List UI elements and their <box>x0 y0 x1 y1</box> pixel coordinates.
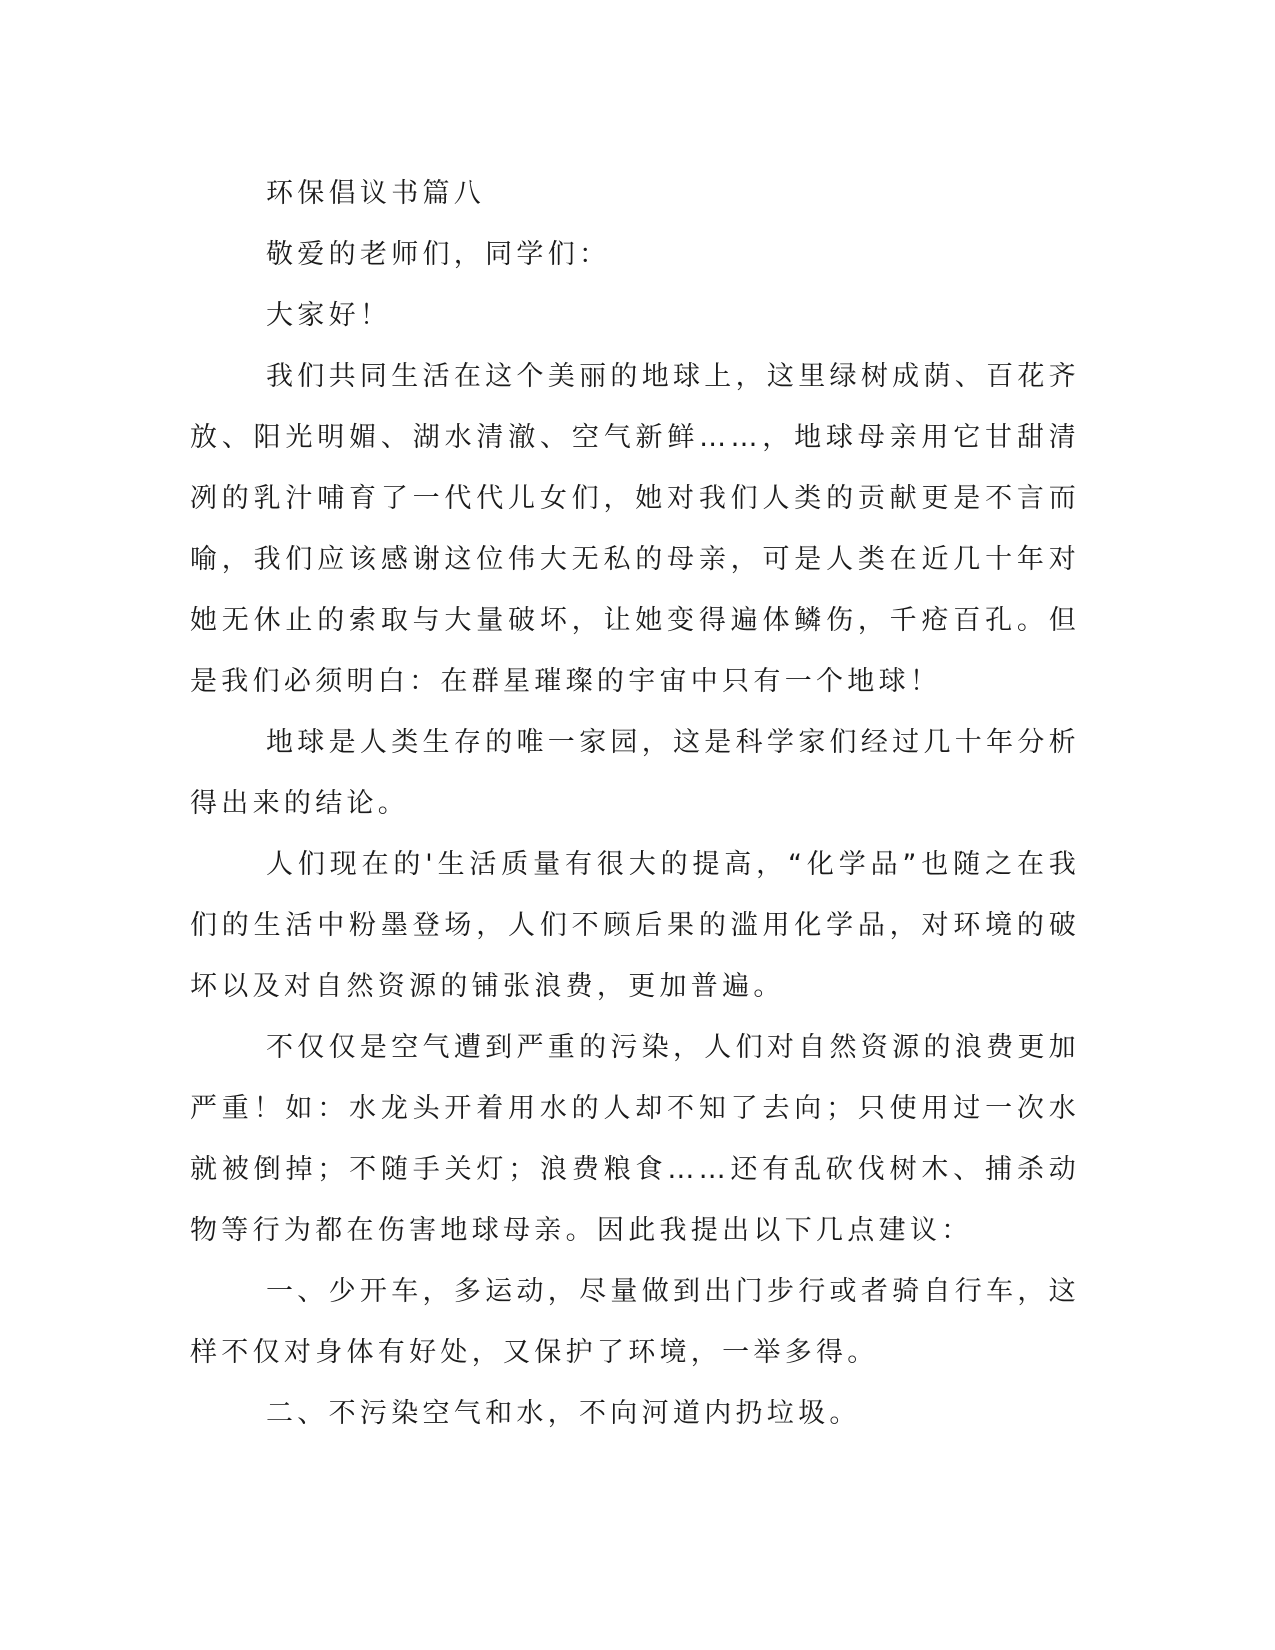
body-paragraph: 人们现在的'生活质量有很大的提高，“化学品”也随之在我们的生活中粉墨登场，人们不顾后果的滥用化学品，对环境的破坏以及对自然资源的铺张浪费，更加普遍。 <box>190 849 1080 1002</box>
suggestion-item: 二、不污染空气和水，不向河道内扔垃圾。 <box>266 1398 861 1429</box>
body-paragraph: 不仅仅是空气遭到严重的污染，人们对自然资源的浪费更加严重！如：水龙头开着用水的人却不知了去向；只使用过一次水就被倒掉；不随手关灯；浪费粮食……还有乱砍伐树木、捕杀动物等行为都在伤害地球母亲。因此我提出以下几点建议： <box>190 1032 1080 1246</box>
document-body <box>190 163 1080 1444</box>
body-paragraph: 地球是人类生存的唯一家园，这是科学家们经过几十年分析得出来的结论。 <box>190 727 1080 819</box>
salutation: 敬爱的老师们，同学们： <box>266 239 611 270</box>
document-title: 环保倡议书篇八 <box>266 178 486 209</box>
greeting: 大家好！ <box>266 300 392 331</box>
body-paragraph: 我们共同生活在这个美丽的地球上，这里绿树成荫、百花齐放、阳光明媚、湖水清澈、空气新鲜……，地球母亲用它甘甜清冽的乳汁哺育了一代代儿女们，她对我们人类的贡献更是不言而喻，我们应该感谢这位伟大无私的母亲，可是人类在近几十年对她无休止的索取与大量破坏，让她变得遍体鳞伤，千疮百孔。但是我们必须明白：在群星璀璨的宇宙中只有一个地球！ <box>190 361 1080 697</box>
suggestion-item: 一、少开车，多运动，尽量做到出门步行或者骑自行车，这样不仅对身体有好处，又保护了环境，一举多得。 <box>190 1276 1080 1368</box>
